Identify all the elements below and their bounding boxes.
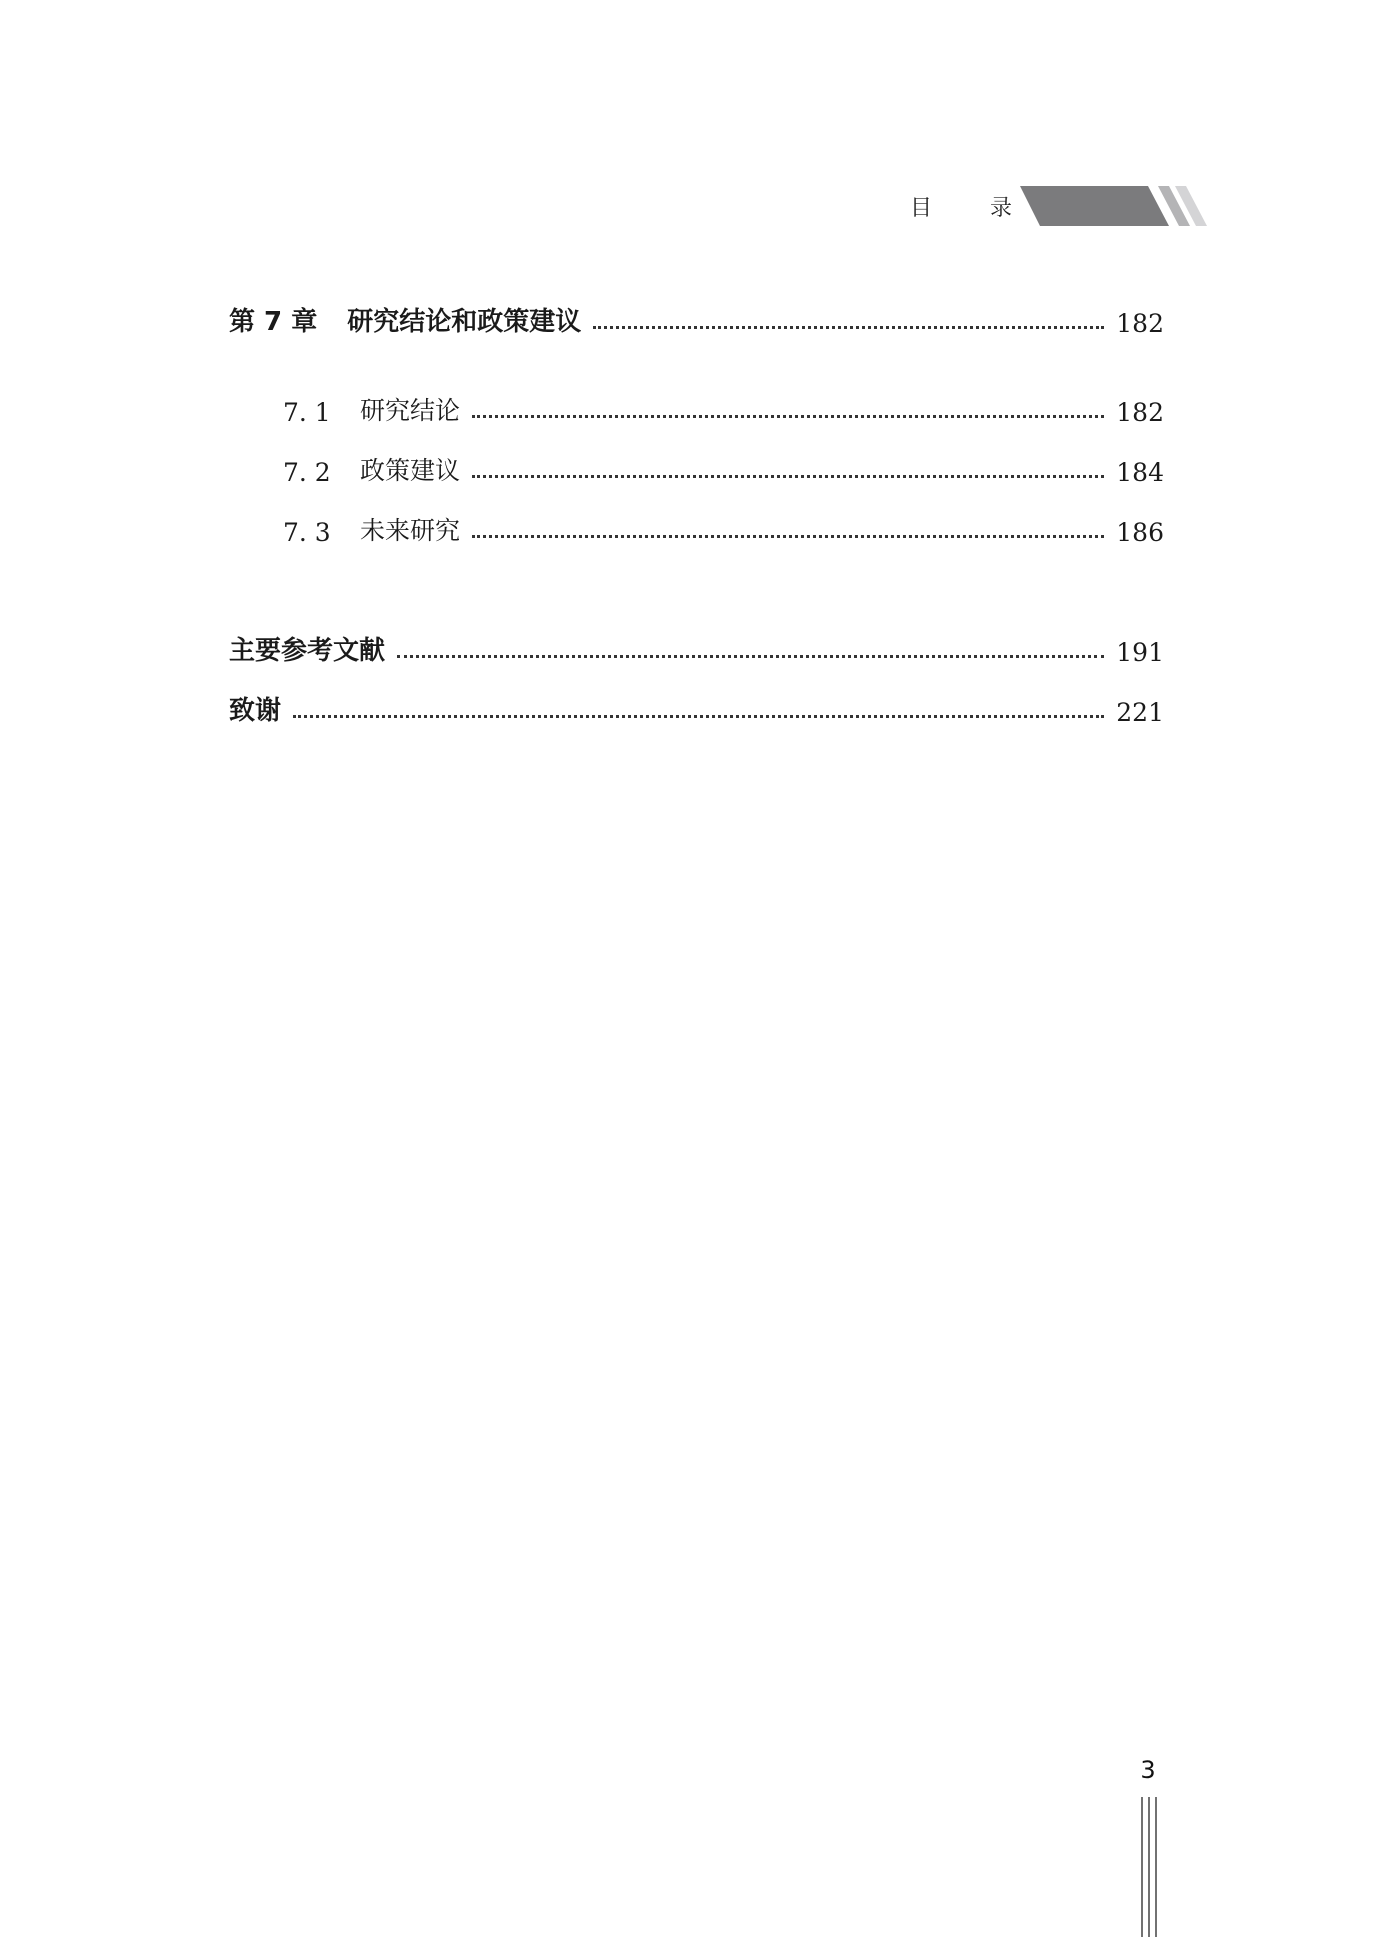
toc-chapter-7[interactable] (229, 298, 1164, 338)
chapter-number: 第 7 章 (229, 307, 318, 337)
section-number: 7. 2 (283, 458, 331, 487)
dot-leader (593, 326, 1104, 329)
dot-leader (472, 475, 1104, 478)
references-page: 191 (1116, 638, 1164, 667)
running-header (880, 186, 1210, 226)
section-title: 研究结论 (360, 396, 461, 425)
section-page: 184 (1116, 458, 1164, 487)
toc-acknowledgements[interactable] (229, 687, 1164, 727)
page-edge-rules (1140, 1797, 1160, 1937)
acknowledgements-title: 致谢 (229, 696, 282, 726)
acknowledgements-page: 221 (1116, 698, 1164, 727)
toc-references[interactable] (229, 627, 1164, 667)
toc-section-7-2[interactable] (283, 447, 1164, 487)
toc-section-7-3[interactable] (283, 507, 1164, 547)
section-number: 7. 1 (283, 398, 331, 427)
header-title-char-2: 录 (989, 195, 1012, 221)
dot-leader (472, 535, 1104, 538)
header-title-char-1: 目 (910, 195, 933, 221)
section-page: 186 (1116, 518, 1164, 547)
chapter-page: 182 (1116, 309, 1164, 338)
chapter-title: 研究结论和政策建议 (347, 307, 582, 337)
dot-leader (293, 715, 1104, 718)
page-number: 3 (1140, 1756, 1156, 1784)
section-page: 182 (1116, 398, 1164, 427)
section-title: 未来研究 (360, 516, 461, 545)
dot-leader (397, 655, 1104, 658)
dot-leader (472, 415, 1104, 418)
section-number: 7. 3 (283, 518, 331, 547)
section-title: 政策建议 (360, 456, 461, 485)
toc-section-7-1[interactable] (283, 387, 1164, 427)
references-title: 主要参考文献 (229, 636, 386, 666)
header-decoration-bars (880, 186, 1210, 226)
